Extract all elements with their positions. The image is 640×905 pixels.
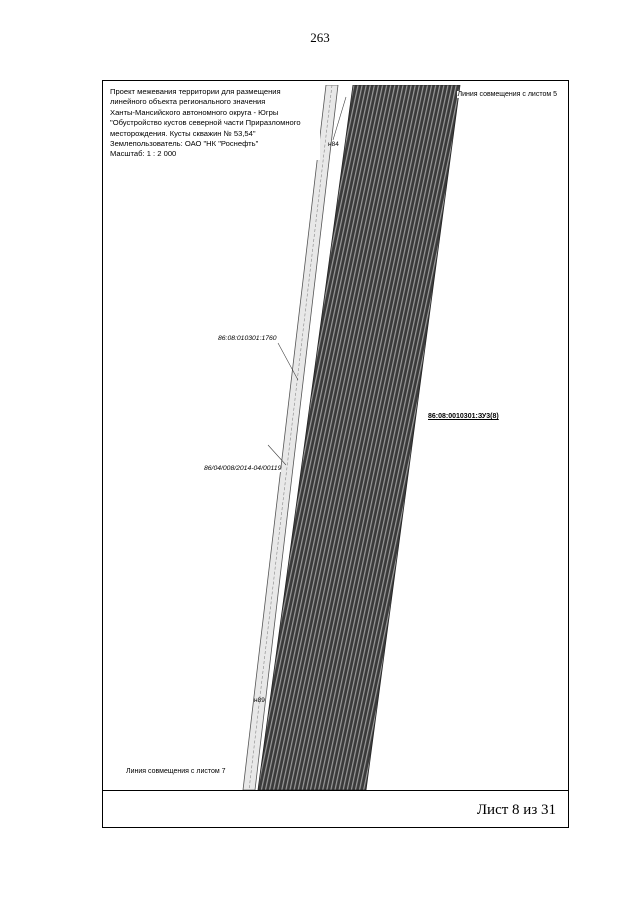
map-drawing <box>108 85 563 790</box>
title-line: Проект межевания территории для размещения <box>110 87 281 96</box>
plot-label: 86:08:0010301:ЗУ3(8) <box>428 413 499 420</box>
parcel-label: 86:08:010301:1760 <box>218 335 277 342</box>
title-line: линейного объекта регионального значения <box>110 97 266 107</box>
page-number: 263 <box>310 30 330 45</box>
point-label-top: н84 <box>328 141 339 148</box>
title-line: "Обустройство кустов северной части Приразломного <box>110 118 301 128</box>
title-line: Ханты-Мансийского автономного округа - Югры <box>110 107 279 117</box>
title-line: Землепользователь: ОАО "НК "Роснефть" <box>110 139 259 149</box>
scale-line: Масштаб: 1 : 2 000 <box>110 149 177 159</box>
point-label-bottom: н89 <box>254 697 265 704</box>
match-line-top: Линия совмещения с листом 5 <box>457 91 557 98</box>
registration-label: 86/04/008/2014-04/00119 <box>204 465 282 472</box>
title-line: месторождения. Кусты скважин № 53,54" <box>110 128 256 138</box>
footer-divider <box>102 790 569 791</box>
title-block <box>110 87 320 160</box>
sheet-label: Лист 8 из 31 <box>476 802 556 818</box>
match-line-bottom: Линия совмещения с листом 7 <box>126 768 226 775</box>
cadastral-map <box>108 85 563 790</box>
